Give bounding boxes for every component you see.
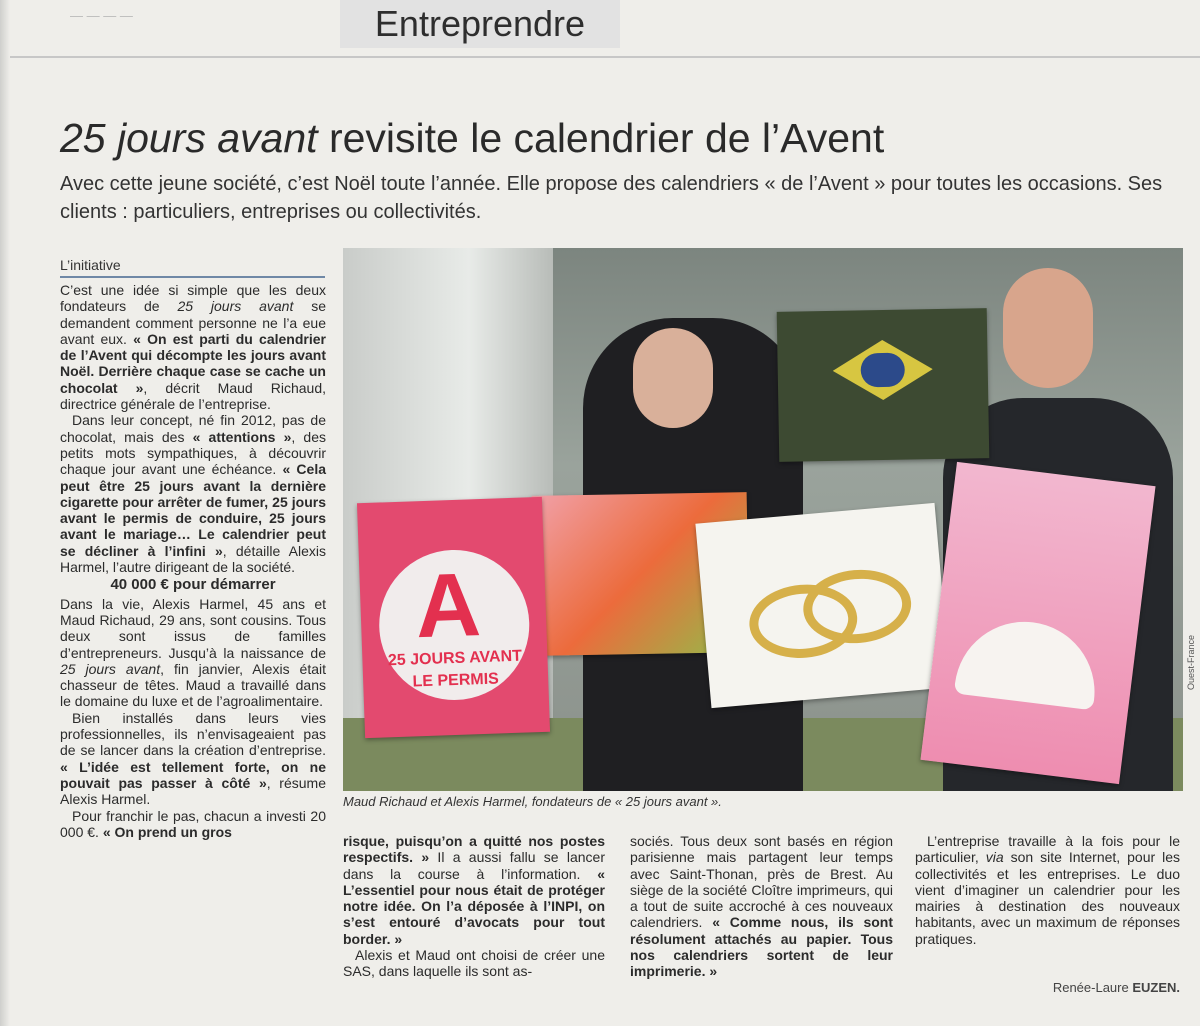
calendar-brazil [777,308,990,462]
paragraph-5: Pour franchir le pas, chacun a investi 20 000 €. « On prend un gros [60,807,326,840]
page-edge [0,0,10,1026]
paragraph-9: L’entreprise travaille à la fois pour le particulier, via son site Internet, pour les collectivités et les entreprises. Le duo vient d’imaginer un calendrier pour les mairies à destination des nouveaux habitants, avec un maximum de réponses pratiques. [915,833,1180,947]
calendar-birthday [920,462,1155,784]
column-1 [60,282,326,840]
kicker: L’initiative [60,254,325,278]
chapeau: Avec cette jeune société, c’est Noël toute l’année. Elle propose des calendriers « de l’Avent » pour toutes les occasions. Ses clients : particuliers, entreprises ou collectivités. [60,173,1163,223]
paragraph-6: risque, puisqu’on a quitté nos postes respectifs. » Il a aussi fallu se lancer dans la course à l’information. « L’essentiel pour nous était de protéger notre idée. On l’a déposée à l’INPI, on s’est entouré d’avocats pour tout border. » [343,833,605,947]
bleed-through-text: ― ― ― ― [70,8,133,23]
section-title: Entreprendre [340,0,620,48]
column-4 [915,833,1180,947]
headline-rest: revisite le calendrier de l’Avent [317,115,885,161]
column-2 [343,833,605,980]
permis-letter-a: A [413,555,483,658]
photo-face-maud [633,328,713,428]
article-photo [343,248,1183,791]
brazil-flag-globe [860,353,905,388]
headline-italic: 25 jours avant [60,115,318,161]
paragraph-2: Dans leur concept, né fin 2012, pas de chocolat, mais des « attentions », des petits mots sympathiques, à découvrir chaque jour avant une échéance. « Cela peut être 25 jours avant la dernière cigarette pour arrêter de fumer, 25 jours avant le permis de conduire, 25 jours avant le mariage… Le calendrier peut se décliner à l’infini », détaille Alexis Harmel, l’autre dirigeant de la société. [60,412,327,576]
column-3 [630,833,893,980]
byline: Renée-Laure EUZEN. [1052,980,1180,995]
headline [60,112,1190,164]
photo-caption: Maud Richaud et Alexis Harmel, fondateurs de « 25 jours avant ». [343,794,722,809]
paragraph-8: sociés. Tous deux sont basés en région parisienne mais partagent leur temps avec Saint-Thonan, près de Brest. Au siège de la société Cloître imprimeurs, qui a tout de suite accroché à ces nouveaux calendriers. « Comme nous, ils sont résolument attachés au papier. Tous nos calendriers sortent de leur imprimerie. » [630,833,894,980]
calendar-wedding [695,503,950,708]
paragraph-4: Bien installés dans leurs vies professionnelles, ils n’envisageaient pas de se lancer dans la création d’entreprise. « L’idée est tellement forte, on ne pouvait pas passer à côté », résume Alexis Harmel. [60,709,326,808]
paragraph-3: Dans la vie, Alexis Harmel, 45 ans et Maud Richaud, 29 ans, sont cousins. Tous deux sont issus de familles d’entrepreneurs. Jusqu’à la naissance de 25 jours avant, fin janvier, Alexis était chasseur de têtes. Maud a travaillé dans le domaine du luxe et de l’agroalimentaire. [60,595,326,710]
subheading: 40 000 € pour démarrer [110,576,276,594]
photo-credit: Ouest-France [1186,634,1196,690]
paragraph-1: C’est une idée si simple que les deux fondateurs de 25 jours avant se demandent comment personne ne l’a eue avant eux. « On est parti du calendrier de l’Avent qui décompte les jours avant Noël. Derrière chaque case se cache un chocolat », décrit Maud Richaud, directrice générale de l’entreprise. [60,282,326,413]
paragraph-7: Alexis et Maud ont choisi de créer une SAS, dans laquelle ils sont as- [343,947,605,980]
calendar-permis [357,497,550,738]
photo-face-alexis [1003,268,1093,388]
permis-text-top: 25 JOURS AVANT [387,647,523,670]
permis-text-bottom: LE PERMIS [412,670,500,691]
cupcake-icon [954,614,1103,710]
section-rule [10,56,1200,58]
